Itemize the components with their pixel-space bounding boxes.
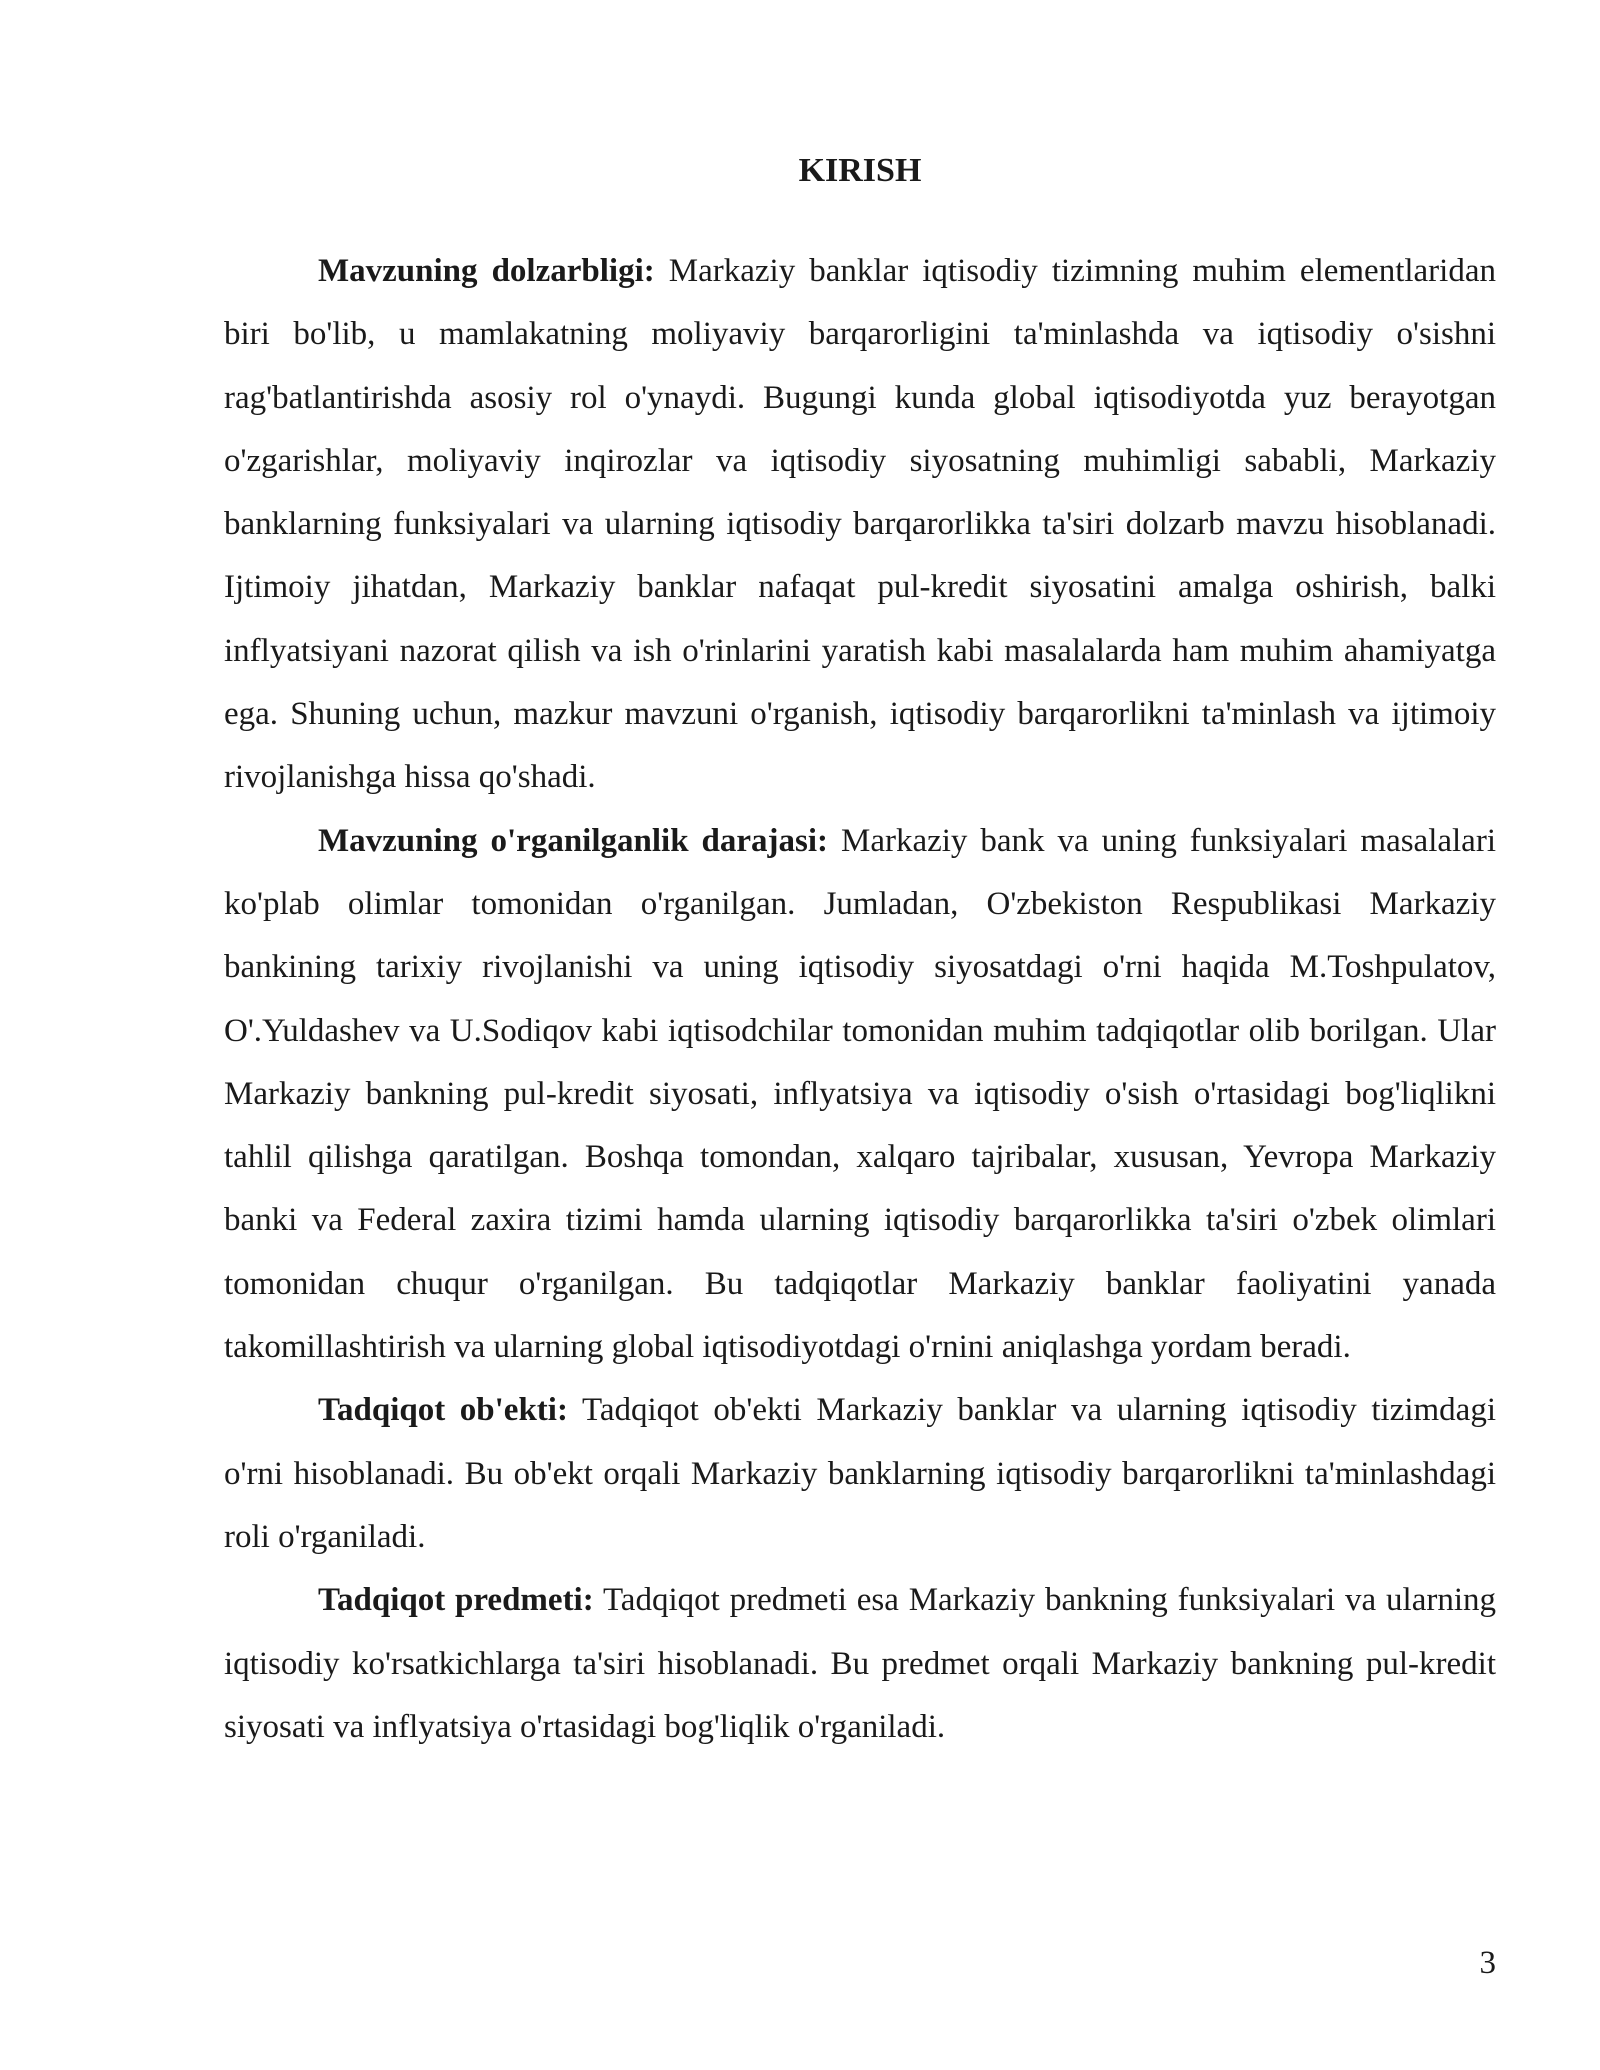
paragraph-research-subject [224,1569,1496,1759]
page-title: KIRISH [798,152,922,189]
paragraph-text: Tadqiqot predmeti esa Markaziy bankning funksiyalari va ularning iqtisodiy ko'rsatkichlarga ta'siri hisoblanadi. Bu predmet orqali Markaziy bankning pul-kredit siyosati va inflyatsiya o'rtasidagi bog'liqlik o'rganiladi. [224,1582,1496,1745]
paragraph-lead: Tadqiqot predmeti: [318,1582,594,1619]
paragraph-text: Markaziy bank va uning funksiyalari masalalari ko'plab olimlar tomonidan o'rganilgan. Jumladan, O'zbekiston Respublikasi Markaziy bankining tarixiy rivojlanishi va uning iqtisodiy siyosatdagi o'rni haqida M.Toshpulatov, O'.Yuldashev va U.Sodiqov kabi iqtisodchilar tomonidan muhim tadqiqotlar olib borilgan. Ular Markaziy bankning pul-kredit siyosati, inflyatsiya va iqtisodiy o'sish o'rtasidagi bog'liqlikni tahlil qilishga qaratilgan. Boshqa tomondan, xalqaro tajribalar, xususan, Yevropa Markaziy banki va Federal zaxira tizimi hamda ularning iqtisodiy barqarorlikka ta'siri o'zbek olimlari tomonidan chuqur o'rganilgan. Bu tadqiqotlar Markaziy banklar faoliyatini yanada takomillashtirish va ularning global iqtisodiyotdagi o'rnini aniqlashga yordam beradi. [224,822,1496,1366]
paragraph-research-object [224,1379,1496,1569]
paragraph-lead: Mavzuning dolzarbligi: [318,253,655,289]
paragraph-lead: Mavzuning o'rganilganlik darajasi: [318,822,829,859]
page-number: 3 [1479,1945,1496,1981]
document-body [224,240,1496,1759]
paragraph-text: Markaziy banklar iqtisodiy tizimning muhim elementlaridan biri bo'lib, u mamlakatning moliyaviy barqarorligini ta'minlashda va iqtisodiy o'sishni rag'batlantirishda asosiy rol o'ynaydi. Bugungi kunda global iqtisodiyotda yuz berayotgan o'zgarishlar, moliyaviy inqirozlar va iqtisodiy siyosatning muhimligi sababli, Markaziy banklarning funksiyalari va ularning iqtisodiy barqarorlikka ta'siri dolzarb mavzu hisoblanadi. Ijtimoiy jihatdan, Markaziy banklar nafaqat pul-kredit siyosatini amalga oshirish, balki inflyatsiyani nazorat qilish va ish o'rinlarini yaratish kabi masalalarda ham muhim ahamiyatga ega. Shuning uchun, mazkur mavzuni o'rganish, iqtisodiy barqarorlikni ta'minlash va ijtimoiy rivojlanishga hissa qo'shadi. [224,253,1496,796]
paragraph-lead: Tadqiqot ob'ekti: [318,1392,568,1429]
paragraph-study-level [224,810,1496,1380]
paragraph-text: Tadqiqot ob'ekti Markaziy banklar va ularning iqtisodiy tizimdagi o'rni hisoblanadi. Bu ob'ekt orqali Markaziy banklarning iqtisodiy barqarorlikni ta'minlashdagi roli o'rganiladi. [224,1392,1496,1555]
paragraph-relevance [224,240,1496,810]
